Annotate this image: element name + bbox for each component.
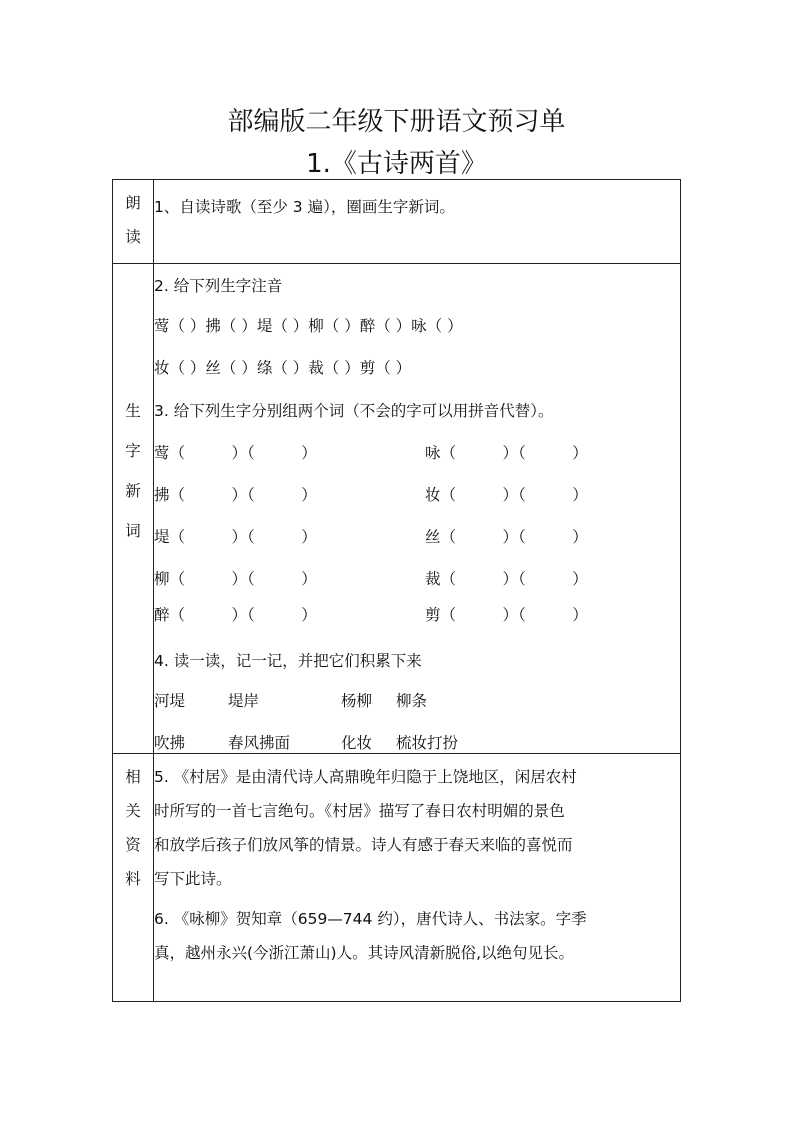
- text-line: 真，越州永兴(今浙江萧山)人。其诗风清新脱俗,以绝句见长。: [154, 944, 575, 962]
- word-group-left: 莺（ ）（ ）: [154, 444, 317, 462]
- vocab-word: 春风拂面: [228, 734, 291, 752]
- word-group-right: 裁（ ）（ ）: [425, 570, 588, 588]
- category-char: 词: [125, 522, 141, 540]
- lesson-title: 1.《古诗两首》: [306, 149, 487, 179]
- word-group-row: [154, 603, 680, 625]
- word-group-left: 堤（ ）（ ）: [154, 528, 317, 546]
- word-group-right: 丝（ ）（ ）: [425, 528, 588, 546]
- vocab-word: 梳妆打扮: [396, 734, 459, 752]
- q4-row-2: [154, 731, 680, 753]
- text-line: 写下此诗。: [154, 870, 232, 888]
- category-char: 料: [125, 870, 141, 888]
- q4-title: 4. 读一读，记一记，并把它们积累下来: [154, 652, 422, 670]
- text-line: 和放学后孩子们放风筝的情景。诗人有感于春天来临的喜悦而: [154, 836, 573, 854]
- word-group-right: 咏（ ）（ ）: [425, 444, 588, 462]
- reference-paragraph-5: [154, 760, 680, 896]
- category-char: 字: [125, 442, 141, 460]
- q2-line-1: 莺（ ）拂（ ）堤（ ）柳（ ）醉（ ）咏（ ）: [154, 317, 463, 335]
- category-char: 读: [125, 228, 141, 246]
- category-char: 资: [125, 836, 141, 854]
- reading-content: [154, 180, 681, 264]
- word-group-left: 醉（ ）（ ）: [154, 606, 317, 624]
- word-group-row: [154, 441, 680, 463]
- q2-title: 2. 给下列生字注音: [154, 277, 283, 295]
- preview-table: [112, 179, 681, 1002]
- vocab-word: 吹拂: [154, 734, 186, 752]
- word-group-right: 剪（ ）（ ）: [425, 606, 588, 624]
- category-new-words: [113, 264, 154, 754]
- vocab-word: 化妆: [341, 734, 373, 752]
- word-group-left: 柳（ ）（ ）: [154, 570, 317, 588]
- word-group-right: 妆（ ）（ ）: [425, 486, 588, 504]
- text-line: 5. 《村居》是由清代诗人高鼎晚年归隐于上饶地区，闲居农村: [154, 768, 577, 786]
- new-words-content: [154, 264, 681, 754]
- category-char: 相: [125, 768, 141, 786]
- word-group-row: [154, 567, 680, 589]
- word-group-row: [154, 525, 680, 547]
- text-line: 6. 《咏柳》贺知章（659—744 约），唐代诗人、书法家。字季: [154, 910, 587, 928]
- q2-line-2: 妆（ ）丝（ ）绦（ ）裁（ ）剪（ ）: [154, 359, 412, 377]
- category-char: 朗: [125, 194, 141, 212]
- category-char: 关: [125, 802, 141, 820]
- vocab-word: 堤岸: [228, 692, 260, 710]
- reading-task: 1、自读诗歌（至少 3 遍），圈画生字新词。: [154, 198, 455, 216]
- page-title: 部编版二年级下册语文预习单: [227, 107, 566, 137]
- reference-paragraph-6: [154, 902, 680, 970]
- q4-row-1: [154, 689, 680, 711]
- reading-row: [113, 180, 681, 264]
- vocab-word: 柳条: [396, 692, 428, 710]
- category-char: 生: [125, 402, 141, 420]
- vocab-word: 河堤: [154, 692, 186, 710]
- category-char: 新: [125, 482, 141, 500]
- references-content: [154, 754, 681, 1002]
- vocab-word: 杨柳: [341, 692, 373, 710]
- new-words-row: [113, 264, 681, 754]
- text-line: 时所写的一首七言绝句。《村居》描写了春日农村明媚的景色: [154, 802, 565, 820]
- q3-title: 3. 给下列生字分别组两个词（不会的字可以用拼音代替）。: [154, 402, 554, 420]
- category-reading: [113, 180, 154, 264]
- category-references: [113, 754, 154, 1002]
- word-group-left: 拂（ ）（ ）: [154, 486, 317, 504]
- references-row: [113, 754, 681, 1002]
- word-group-row: [154, 483, 680, 505]
